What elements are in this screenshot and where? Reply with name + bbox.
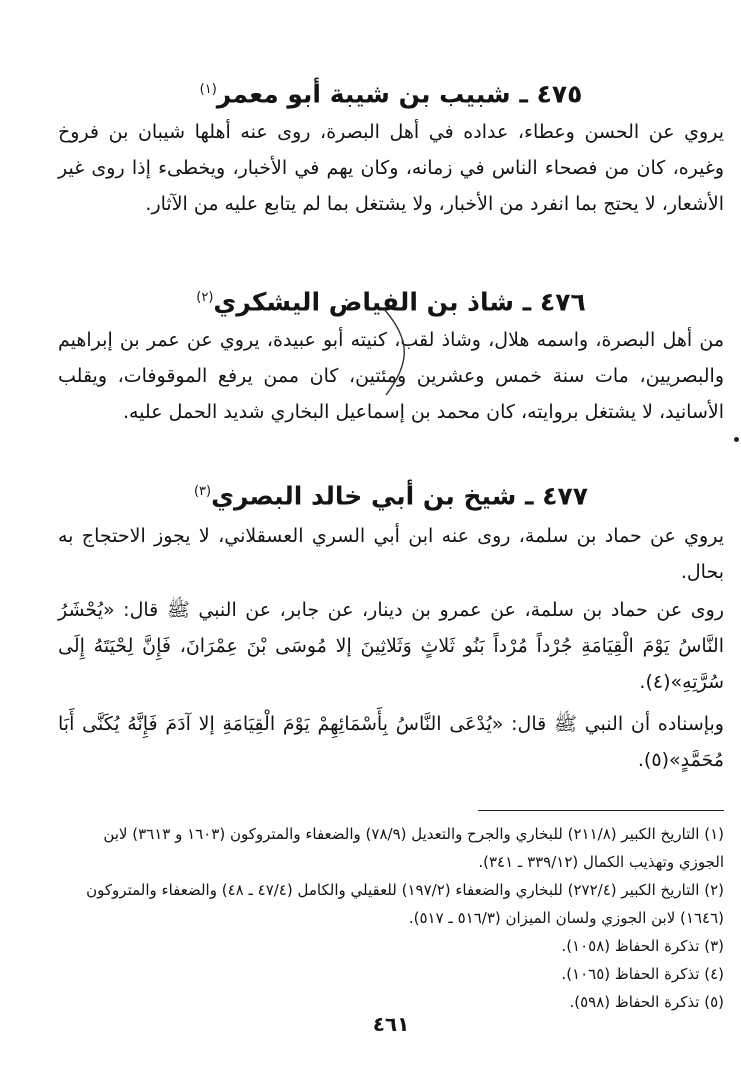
entry-476-text: من أهل البصرة، واسمه هلال، وشاذ لقب، كنيته أبو عبيدة، يروي عن عمر بن إبراهيم والبصريين، مات سنة خمس وعشرين ومئتين، كان ممن يرفع الموقوفات، ويقلب الأسانيد، لا يشتغل بروايته، كان محمد بن إسماعيل البخاري شديد الحمل عليه. xyxy=(58,329,724,423)
footnote-separator xyxy=(478,810,724,811)
page-number: ٤٦١ xyxy=(372,1012,410,1036)
hadith-paragraph-2: وبإسناده أن النبي ﷺ قال: «يُدْعَى النَّاسُ بِأَسْمَائِهِمْ يَوْمَ الْقِيَامَةِ إلا آدَمَ فَإِنَّهُ يُكَنَّى أَبَا مُحَمَّدٍ»(٥). xyxy=(58,713,724,771)
entry-heading-text: ٤٧٧ ـ شيخ بن أبي خالد البصري xyxy=(211,481,589,511)
entry-heading-text: ٤٧٦ ـ شاذ بن الفياض اليشكري xyxy=(213,287,586,317)
footnote-ref-1[interactable]: (١) xyxy=(199,82,217,97)
footnote-item: (٤) تذكرة الحفاظ (١٠٦٥). xyxy=(561,965,724,983)
footnotes-list xyxy=(58,820,724,1016)
hadith-paragraph-1: روى عن حماد بن سلمة، عن عمرو بن دينار، عن جابر، عن النبي ﷺ قال: «يُحْشَرُ النَّاسُ يَوْمَ الْقِيَامَةِ جُرْداً مُرْداً بَنُو ثَلاثٍ وَثَلاثِينَ إلا مُوسَى بْنَ عِمْرَانَ، فَإِنَّ لِحْيَتَهُ إِلَى سُرَّتِهِ»(٤). xyxy=(58,599,724,693)
entry-475-heading xyxy=(58,70,724,114)
footnote-item: (٥) تذكرة الحفاظ (٥٩٨). xyxy=(569,993,724,1011)
footnote-item: (١) التاريخ الكبير (٢١١/٨) للبخاري والجرح والتعديل (٧٨/٩) والضعفاء والمتروكون (١٦٠٣ و ٣٦١٣) لابن الجوزي وتهذيب الكمال (٣٣٩/١٢ ـ ٣٤١). xyxy=(103,825,724,871)
entry-475-text: يروي عن الحسن وعطاء، عداده في أهل البصرة، روى عنه أهلها شيبان بن فروخ وغيره، كان من فصحاء الناس في زمانه، وكان يهم في الأخبار، ويخطىء إذا روى غير الأشعار، لا يحتج بما انفرد من الأخبار، ولا يشتغل بما لم يتابع عليه من الآثار. xyxy=(58,121,724,215)
footnote-item: (٢) التاريخ الكبير (٢٧٢/٤) للبخاري والضعفاء (١٩٧/٢) للعقيلي والكامل (٤٧/٤ ـ ٤٨) والضعفاء والمتروكون (١٦٤٦) لابن الجوزي ولسان الميزان (٥١٦/٣ ـ ٥١٧). xyxy=(86,881,724,927)
footnote-item: (٣) تذكرة الحفاظ (١٠٥٨). xyxy=(561,937,724,955)
book-page xyxy=(58,52,724,1052)
footnote-ref-2[interactable]: (٢) xyxy=(196,290,214,305)
margin-dot-mark xyxy=(734,437,739,442)
entry-heading-text: ٤٧٥ ـ شبيب بن شيبة أبو معمر xyxy=(216,79,583,109)
footnote-ref-3[interactable]: (٣) xyxy=(193,484,212,499)
entry-477-heading xyxy=(58,472,724,516)
handwritten-stroke-mark xyxy=(380,307,420,397)
entry-477-text: يروي عن حماد بن سلمة، روى عنه ابن أبي السري العسقلاني، لا يجوز الاحتجاج به بحال. xyxy=(58,525,724,583)
